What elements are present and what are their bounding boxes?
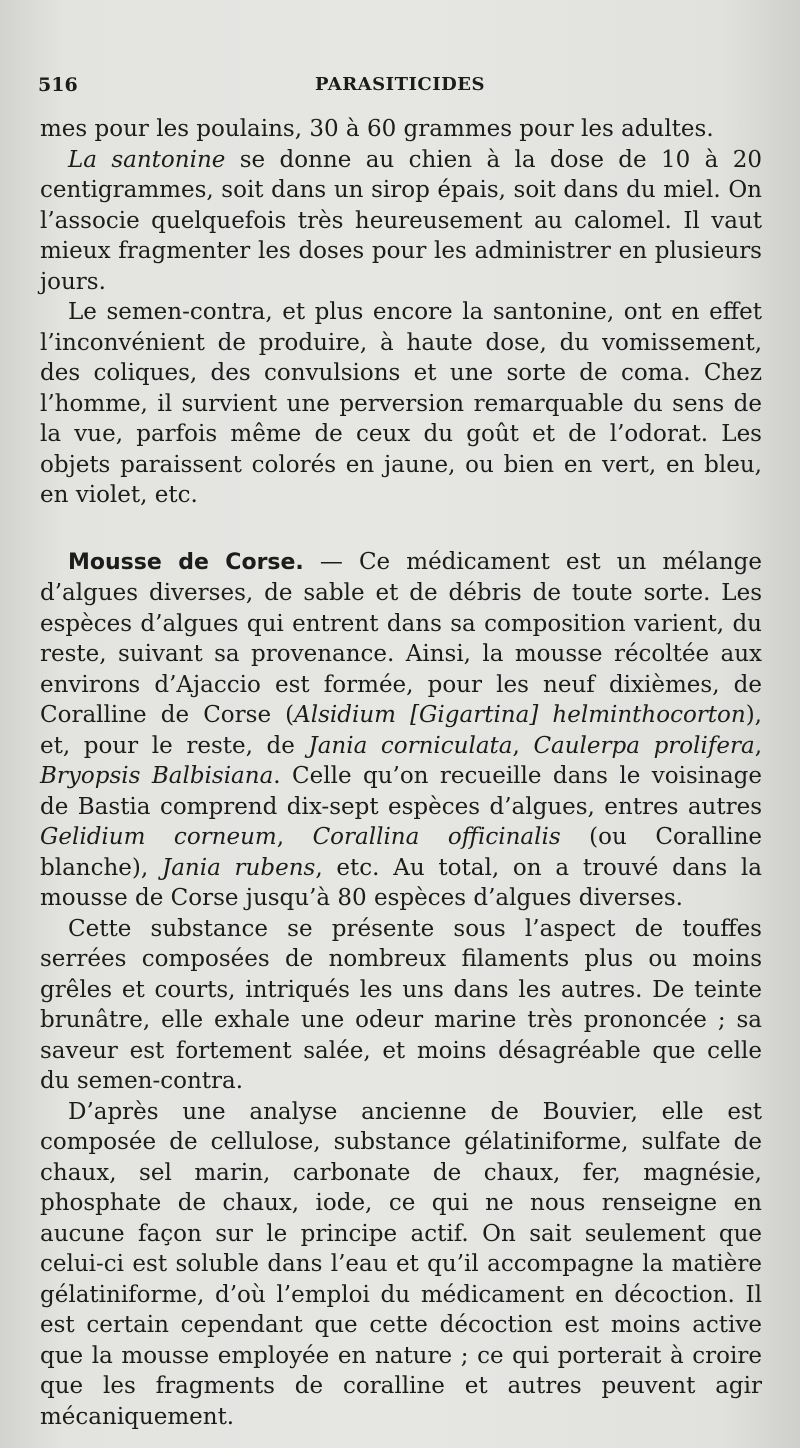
paragraph-text: Cette substance se présente sous l’aspect de touffes serrées composées de nombreux filaments plus ou moins grêles et courts, intriqués les uns dans les autres. De teinte brunâtre, elle exhale une odeur marine très prononcée ; sa saveur est fortement salée, et moins désagréable que celle du semen-contra. [40,915,762,1094]
running-head: PARASITICIDES [315,74,485,95]
species-name: Gelidium corneum [40,824,277,850]
italic-term: La santonine [68,146,226,173]
paragraph-mousse-de-corse [40,547,762,914]
text-run: ), et, pour le reste, de [40,702,762,759]
species-name: Corallina officinalis [312,824,561,850]
text-run: . Celle qu’on recueille dans le voisinage de Bastia comprend dix-sept espèces d’algues, entres autres [40,763,762,820]
species-name: Bryopsis Balbisiana [40,763,274,789]
text-run: — Ce médicament est un mélange d’algues diverses, de sable et de débris de toute sorte. Les espèces d’algues qui entrent dans sa composition varient, du reste, suivant sa provenance. Ainsi, la mousse récoltée aux environs d’Ajaccio est formée, pour les neuf dixièmes, de Coralline de Corse ( [40,548,762,728]
species-name: Alsidium [Gigartina] helminthocorton [294,702,746,728]
text-run: (ou Coralline blanche), [40,824,762,881]
text-run: , etc. Au total, on a trouvé dans la mousse de Corse jusqu’à 80 espèces d’algues diverses. [40,854,762,911]
paragraph-continuation [40,114,762,145]
paragraph-analysis [40,1097,762,1433]
paragraph-text: se donne au chien à la dose de 10 à 20 centigrammes, soit dans un sirop épais, soit dans du miel. On l’associe quelquefois très heureusement au calomel. Il vaut mieux fragmenter les doses pour les administrer en plusieurs jours. [40,146,762,295]
body-text [40,114,762,1432]
text-run: , [276,824,313,850]
species-name: Jania rubens [161,854,316,881]
page-header [38,74,762,104]
text-run: , [754,732,762,759]
paragraph-text: Le semen-contra, et plus encore la santonine, ont en effet l’inconvénient de produire, à haute dose, du vomissement, des coliques, des convulsions et une sorte de coma. Chez l’homme, il survient une perversion remarquable du sens de la vue, parfois même de ceux du goût et de l’odorat. Les objets paraissent colorés en jaune, ou bien en vert, en bleu, en violet, etc. [40,299,762,508]
paragraph-santonine [40,145,762,298]
page-number: 516 [38,74,78,96]
species-name: Jania corniculata [308,732,513,759]
paragraph-text: mes pour les poulains, 30 à 60 grammes pour les adultes. [40,116,714,142]
paragraph-text: D’après une analyse ancienne de Bouvier, elle est composée de cellulose, substance gélatiniforme, sulfate de chaux, sel marin, carbonate de chaux, fer, magnésie, phosphate de chaux, iode, ce qui ne nous renseigne en aucune façon sur le principe actif. On sait seulement que celui-ci est soluble dans l’eau et qu’il accompagne la matière gélatiniforme, d’où l’emploi du médicament en décoction. Il est certain cependant que cette décoction est moins active que la mousse employée en nature ; ce qui porterait à croire que les fragments de coralline et autres peuvent agir mécaniquement. [40,1098,762,1430]
paragraph-description [40,914,762,1097]
text-run: , [512,732,534,759]
section-title: Mousse de Corse. [68,549,304,575]
paragraph-side-effects [40,297,762,511]
species-name: Caulerpa prolifera [533,732,755,759]
